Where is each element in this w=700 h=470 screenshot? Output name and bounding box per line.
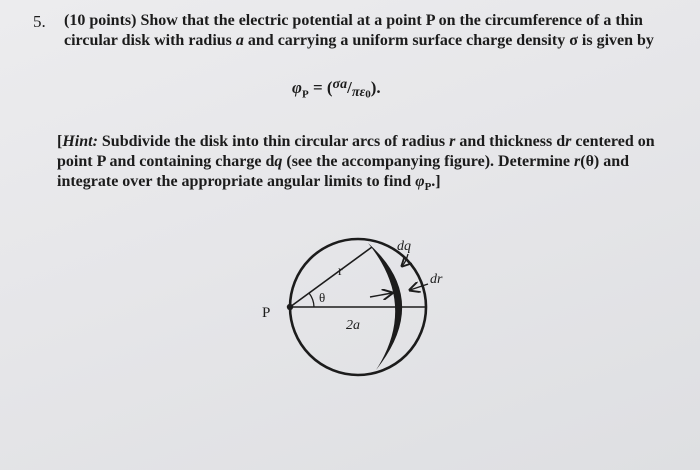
formula-den-sub: 0 bbox=[365, 88, 371, 101]
hint-var-r: r bbox=[449, 133, 456, 150]
label-dq: dq bbox=[397, 239, 411, 254]
dr-arrow-right bbox=[410, 284, 428, 290]
formula-phi-sub: P bbox=[301, 88, 309, 101]
hint-phi: φ bbox=[415, 173, 425, 190]
radius-r-line bbox=[290, 247, 372, 307]
label-p: P bbox=[262, 305, 271, 321]
hint-bracket: [ bbox=[57, 133, 63, 150]
label-theta: θ bbox=[319, 290, 326, 305]
var-a: a bbox=[235, 32, 244, 49]
problem-text-2b: and carrying a uniform surface charge density σ is given by bbox=[243, 32, 654, 49]
hint-text-1b: and thickness d bbox=[455, 133, 566, 150]
formula-numerator: σa bbox=[332, 77, 348, 92]
label-2a: 2a bbox=[346, 318, 360, 333]
label-dr: dr bbox=[430, 272, 443, 287]
hint-text-1a: Subdivide the disk into thin circular arcs of radius bbox=[97, 133, 450, 150]
theta-arc bbox=[309, 293, 314, 307]
hint-text-3a: integrate over the appropriate angular limits to find bbox=[57, 173, 416, 190]
hint-func-r: r bbox=[574, 153, 581, 170]
hint-text-2a: point P and containing charge d bbox=[57, 153, 275, 170]
problem-text-1: Show that the electric potential at a point P on the circumference of a thin bbox=[140, 12, 643, 29]
hint-var-dr: r bbox=[565, 133, 572, 150]
problem-number: 5. bbox=[33, 12, 46, 31]
hint-var-q: q bbox=[274, 153, 283, 170]
point-p-dot bbox=[287, 304, 293, 310]
label-r: r bbox=[338, 264, 343, 279]
hint-text-2c: (θ) and bbox=[580, 153, 630, 170]
dr-arrow-left bbox=[370, 293, 392, 297]
hint-text-3b: .] bbox=[431, 173, 441, 190]
formula-phi: φ bbox=[292, 78, 302, 97]
formula-slash: / bbox=[347, 78, 352, 97]
hint-label: Hint: bbox=[62, 133, 98, 150]
problem-points: (10 points) bbox=[64, 12, 137, 29]
problem-text-2a: circular disk with radius bbox=[64, 32, 236, 49]
formula-open: ( bbox=[326, 78, 333, 97]
formula-close: ). bbox=[370, 78, 381, 97]
formula-denominator: πε bbox=[351, 85, 366, 100]
hint-phi-sub: P bbox=[424, 181, 432, 194]
formula-equals: = bbox=[308, 78, 327, 97]
hint-text-1c: centered on bbox=[571, 133, 655, 150]
hint-text-2b: (see the accompanying figure). Determine bbox=[282, 153, 575, 170]
